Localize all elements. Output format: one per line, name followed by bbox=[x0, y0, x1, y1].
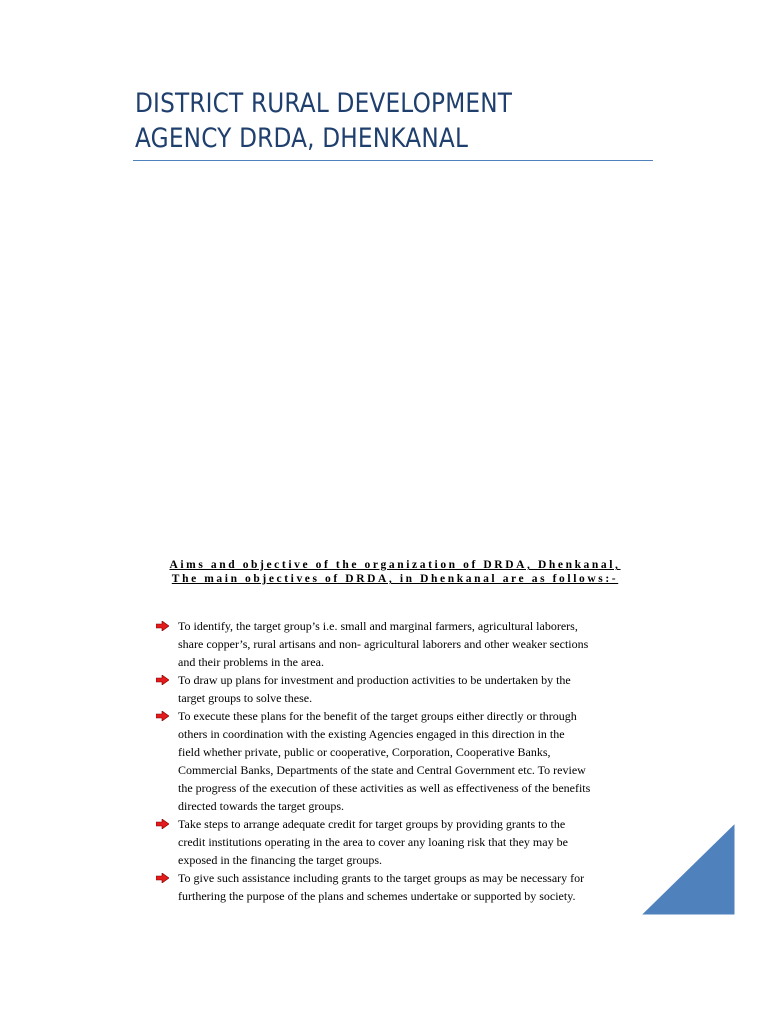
red-arrow-bullet-icon bbox=[156, 675, 169, 685]
page-title bbox=[135, 86, 582, 156]
red-arrow-bullet-icon bbox=[156, 819, 169, 829]
red-arrow-bullet-icon bbox=[156, 873, 169, 883]
objective-line: field whether private, public or cooperative, Corporation, Cooperative Banks, bbox=[178, 745, 551, 759]
corner-triangle-shape bbox=[641, 823, 735, 915]
objective-item bbox=[155, 707, 655, 815]
objective-text bbox=[178, 869, 655, 905]
objectives-list bbox=[155, 617, 655, 905]
objective-line: and their problems in the area. bbox=[178, 655, 324, 669]
objective-item bbox=[155, 671, 655, 707]
objective-line: To give such assistance including grants to the target groups as may be necessary for bbox=[178, 871, 585, 885]
objective-line: credit institutions operating in the area to cover any loaning risk that they may be bbox=[178, 835, 568, 849]
objectives-heading-line-2: The main objectives of DRDA, in Dhenkanal are as follows:- bbox=[171, 573, 619, 585]
page-title-line-2: AGENCY DRDA, DHENKANAL bbox=[135, 123, 469, 154]
objective-text bbox=[178, 707, 655, 815]
objective-line: To execute these plans for the benefit of the target groups either directly or through bbox=[178, 709, 577, 723]
objective-text bbox=[178, 815, 655, 869]
objective-line: share copper’s, rural artisans and non- agricultural laborers and other weaker sections bbox=[178, 637, 589, 651]
objective-item bbox=[155, 815, 655, 869]
objective-line: To identify, the target group’s i.e. small and marginal farmers, agricultural laborers, bbox=[178, 619, 578, 633]
objective-item bbox=[155, 617, 655, 671]
objective-line: the progress of the execution of these activities as well as effectiveness of the benefits bbox=[178, 781, 591, 795]
objective-line: Take steps to arrange adequate credit for target groups by providing grants to the bbox=[178, 817, 566, 831]
objective-line: directed towards the target groups. bbox=[178, 799, 345, 813]
objective-item bbox=[155, 869, 655, 905]
objective-line: exposed in the financing the target groups. bbox=[178, 853, 383, 867]
title-underline-rule bbox=[133, 160, 653, 161]
objective-text bbox=[178, 617, 655, 671]
objective-line: furthering the purpose of the plans and schemes undertake or supported by society. bbox=[178, 889, 576, 903]
red-arrow-bullet-icon bbox=[156, 711, 169, 721]
objectives-heading bbox=[140, 558, 650, 586]
objective-line: others in coordination with the existing Agencies engaged in this direction in the bbox=[178, 727, 565, 741]
objective-line: To draw up plans for investment and production activities to be undertaken by the bbox=[178, 673, 571, 687]
red-arrow-bullet-icon bbox=[156, 621, 169, 631]
objective-text bbox=[178, 671, 655, 707]
objective-line: Commercial Banks, Departments of the state and Central Government etc. To review bbox=[178, 763, 586, 777]
objectives-heading-line-1: Aims and objective of the organization of DRDA, Dhenkanal, bbox=[169, 559, 621, 571]
blue-corner-triangle bbox=[640, 822, 736, 916]
objective-line: target groups to solve these. bbox=[178, 691, 313, 705]
page-title-line-1: DISTRICT RURAL DEVELOPMENT bbox=[135, 88, 513, 119]
